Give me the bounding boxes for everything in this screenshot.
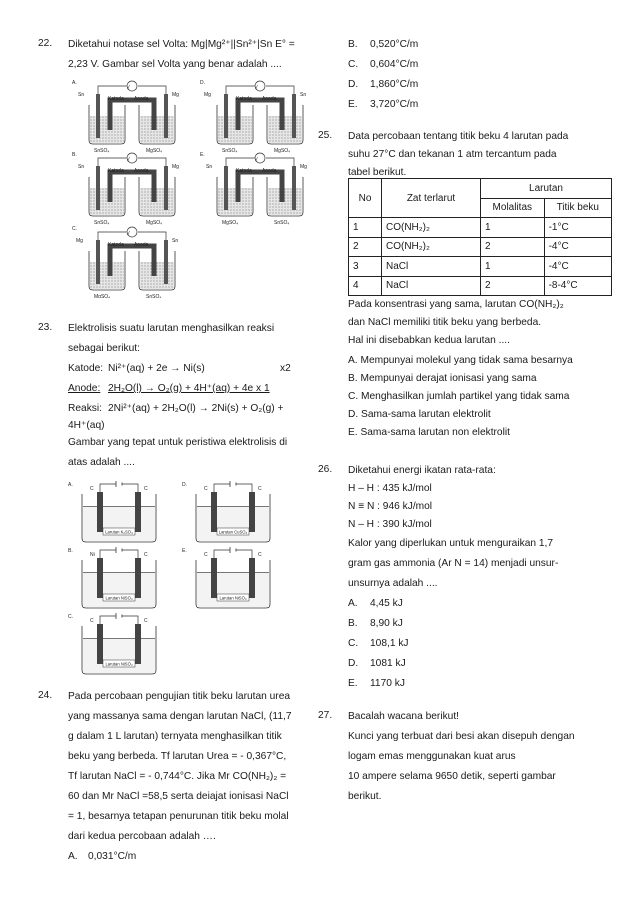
freezing-point-table [348,178,612,296]
svg-text:V: V [126,231,130,237]
option-letter: E. [348,99,358,110]
svg-text:B.: B. [68,548,73,554]
svg-text:Mg: Mg [204,92,211,98]
svg-text:SnSO₄: SnSO₄ [94,220,110,226]
svg-text:V: V [126,85,130,91]
table-row [349,276,612,296]
table-cell: 1 [481,218,545,238]
option-letter: B. [348,618,358,629]
svg-text:Mg: Mg [76,238,83,244]
option-value: 0,604°C/m [370,59,419,70]
svg-text:C: C [90,486,94,492]
option-value: 1,860°C/m [370,79,419,90]
option-value: 108,1 kJ [370,638,409,649]
katode-multiplier: x2 [280,363,291,374]
svg-text:SnSO₄: SnSO₄ [94,148,110,154]
question-number: 24. [38,690,53,701]
table-cell: 1 [481,257,545,277]
question-number: 27. [318,710,333,721]
svg-text:Sn: Sn [300,92,307,98]
svg-text:Larutan CuSO₄: Larutan CuSO₄ [218,529,248,535]
question-text: H – H : 435 kJ/mol [348,483,432,494]
option-value: 0,520°C/m [370,39,419,50]
question-text: Diketahui notase sel Volta: Mg|Mg²⁺||Sn²⁺|Sn E° = [68,39,295,50]
svg-text:MgSO₄: MgSO₄ [94,294,111,298]
table-cell: 2 [481,237,545,257]
reaksi-equation: 2Ni²⁺(aq) + 2H₂O(l) → 2Ni(s) + O₂(g) + [108,403,284,414]
svg-text:Katoda: Katoda [236,168,252,174]
svg-text:Ni: Ni [90,552,95,558]
question-text: berikut. [348,791,382,802]
anode-label: Anode: [68,383,101,394]
question-text: dan NaCl memiliki titik beku yang berbeda. [348,317,542,328]
svg-text:SnSO₄: SnSO₄ [222,148,238,154]
svg-text:Katoda: Katoda [108,242,124,248]
svg-text:Mg: Mg [172,92,179,98]
option-letter: C. [348,638,359,649]
reaksi-continuation: 4H⁺(aq) [68,420,105,431]
question-text: Data percobaan tentang titik beku 4 larutan pada [348,131,569,142]
option-letter: A. [348,598,358,609]
question-text: gram gas ammonia (Ar N = 14) menjadi unsur- [348,558,559,569]
katode-label: Katode: [68,363,104,374]
question-number: 25. [318,130,333,141]
question-number: 26. [318,464,333,475]
question-text: 60 dan Mr NaCl =58,5 serta deiajat ionisasi NaCl [68,791,289,802]
question-text: Kalor yang diperlukan untuk menguraikan 1,7 [348,538,554,549]
table-row [349,257,612,277]
question-text: N ≡ N : 946 kJ/mol [348,501,433,512]
question-text: tabel berikut. [348,167,407,178]
table-subheader: Molalitas [481,198,545,218]
option-letter: C. [348,59,359,70]
option-value: 1081 kJ [370,658,406,669]
table-cell: NaCl [382,276,481,296]
question-text: beku yang berbeda. Tf larutan Urea = - 0,367°C, [68,751,287,762]
table-header: Larutan [481,179,612,199]
option-value: 3,720°C/m [370,99,419,110]
svg-text:MgSO₄: MgSO₄ [146,220,163,226]
table-cell: 2 [349,237,382,257]
svg-text:V: V [254,85,258,91]
anode-equation: 2H₂O(l) → O₂(g) + 4H⁺(aq) + 4e x 1 [108,383,270,394]
svg-text:MgSO₄: MgSO₄ [222,220,239,226]
svg-text:Anoda: Anoda [262,96,277,102]
option-letter: A. [68,851,78,862]
question-number: 22. [38,38,53,49]
katode-equation: Ni²⁺(aq) + 2e → Ni(s) [108,363,205,374]
table-cell: -4°C [544,237,611,257]
volta-cell-figure [72,78,312,298]
option-text: C. Menghasilkan jumlah partikel yang tidak sama [348,391,570,402]
svg-text:C: C [144,618,148,624]
svg-text:Anoda: Anoda [134,96,149,102]
question-text: Diketahui energi ikatan rata-rata: [348,465,496,476]
option-value: 4,45 kJ [370,598,403,609]
table-subheader: Titik beku [544,198,611,218]
svg-text:V: V [254,157,258,163]
question-text: sebagai berikut: [68,343,140,354]
table-cell: 1 [349,218,382,238]
svg-text:Mg: Mg [172,164,179,170]
table-cell: CO(NH₂)₂ [382,237,481,257]
option-value: 0,031°C/m [88,851,137,862]
svg-text:MgSO₄: MgSO₄ [274,148,291,154]
option-letter: D. [348,658,359,669]
svg-text:C: C [204,552,208,558]
table-cell: NaCl [382,257,481,277]
question-text: g dalam 1 L larutan) ternyata menghasilkan titik [68,731,282,742]
option-label: A. [72,80,77,86]
svg-text:E.: E. [182,548,187,554]
svg-text:D.: D. [182,482,187,488]
svg-text:Anoda: Anoda [134,242,149,248]
question-text: Tf larutan NaCl = - 0,744°C. Jika Mr CO(NH₂)₂ = [68,771,287,782]
svg-text:SnSO₄: SnSO₄ [146,294,162,298]
svg-text:Larutan K₂SO₄: Larutan K₂SO₄ [105,529,133,535]
option-letter: E. [348,678,358,689]
svg-text:A.: A. [68,482,73,488]
svg-text:Katoda: Katoda [236,96,252,102]
table-cell: 4 [349,276,382,296]
table-cell: -8-4°C [544,276,611,296]
table-cell: CO(NH₂)₂ [382,218,481,238]
question-text: Elektrolisis suatu larutan menghasilkan reaksi [68,323,275,334]
option-value: 8,90 kJ [370,618,403,629]
svg-text:C: C [90,618,94,624]
option-value: 1170 kJ [370,678,405,689]
question-text: 2,23 V. Gambar sel Volta yang benar adalah .... [68,59,282,70]
option-text: A. Mempunyai molekul yang tidak sama besarnya [348,355,573,366]
svg-text:C: C [204,486,208,492]
electrolysis-figure [66,476,296,684]
svg-text:C.: C. [68,614,73,620]
question-text: = 1, besarnya tetapan penurunan titik beku molal [68,811,289,822]
svg-text:Katoda: Katoda [108,168,124,174]
question-text: logam emas menggunakan kuat arus [348,751,516,762]
table-header: Zat terlarut [382,179,481,218]
question-text: suhu 27°C dan tekanan 1 atm tercantum pada [348,149,557,160]
table-cell: -1°C [544,218,611,238]
table-row [349,218,612,238]
svg-text:D.: D. [200,80,205,86]
question-text: 10 ampere selama 9650 detik, seperti gambar [348,771,556,782]
option-text: E. Sama-sama larutan non elektrolit [348,427,510,438]
option-text: B. Mempunyai derajat ionisasi yang sama [348,373,537,384]
svg-text:MgSO₄: MgSO₄ [146,148,163,154]
option-text: D. Sama-sama larutan elektrolit [348,409,491,420]
question-text: yang massanya sama dengan larutan NaCl, (11,7 [68,711,292,722]
option-letter: B. [348,39,358,50]
option-letter: D. [348,79,359,90]
svg-text:V: V [126,157,130,163]
table-cell: -4°C [544,257,611,277]
svg-text:Larutan NiSO₄: Larutan NiSO₄ [219,595,247,601]
svg-text:Larutan NiSO₄: Larutan NiSO₄ [105,661,133,667]
svg-text:Larutan NiSO₄: Larutan NiSO₄ [105,595,133,601]
svg-text:Katoda: Katoda [108,96,124,102]
svg-text:C: C [258,486,262,492]
question-text: Pada konsentrasi yang sama, larutan CO(NH₂)₂ [348,299,564,310]
svg-text:Sn: Sn [172,238,179,244]
svg-text:C: C [144,486,148,492]
svg-text:C.: C. [72,226,77,232]
svg-text:Sn: Sn [78,164,85,170]
reaksi-label: Reaksi: [68,403,102,414]
svg-text:Mg: Mg [300,164,307,170]
svg-text:Anoda: Anoda [134,168,149,174]
svg-text:C: C [258,552,262,558]
question-text: dari kedua percobaan adalah …. [68,831,216,842]
table-row [349,237,612,257]
svg-text:C: C [144,552,148,558]
svg-text:Sn: Sn [206,164,213,170]
question-text: N – H : 390 kJ/mol [348,519,432,530]
svg-text:Anoda: Anoda [262,168,277,174]
svg-text:E.: E. [200,152,205,158]
svg-text:SnSO₄: SnSO₄ [274,220,290,226]
table-header: No [349,179,382,218]
question-text: Gambar yang tepat untuk peristiwa elektrolisis di [68,437,288,448]
table-cell: 3 [349,257,382,277]
svg-text:B.: B. [72,152,77,158]
table-cell: 2 [481,276,545,296]
svg-text:Sn: Sn [78,92,85,98]
question-text: Pada percobaan pengujian titik beku larutan urea [68,691,291,702]
question-number: 23. [38,322,53,333]
question-text: Kunci yang terbuat dari besi akan disepuh dengan [348,731,575,742]
question-text: unsurnya adalah .... [348,578,438,589]
question-text: Bacalah wacana berikut! [348,711,459,722]
question-text: atas adalah .... [68,457,135,468]
question-text: Hal ini disebabkan kedua larutan .... [348,335,510,346]
